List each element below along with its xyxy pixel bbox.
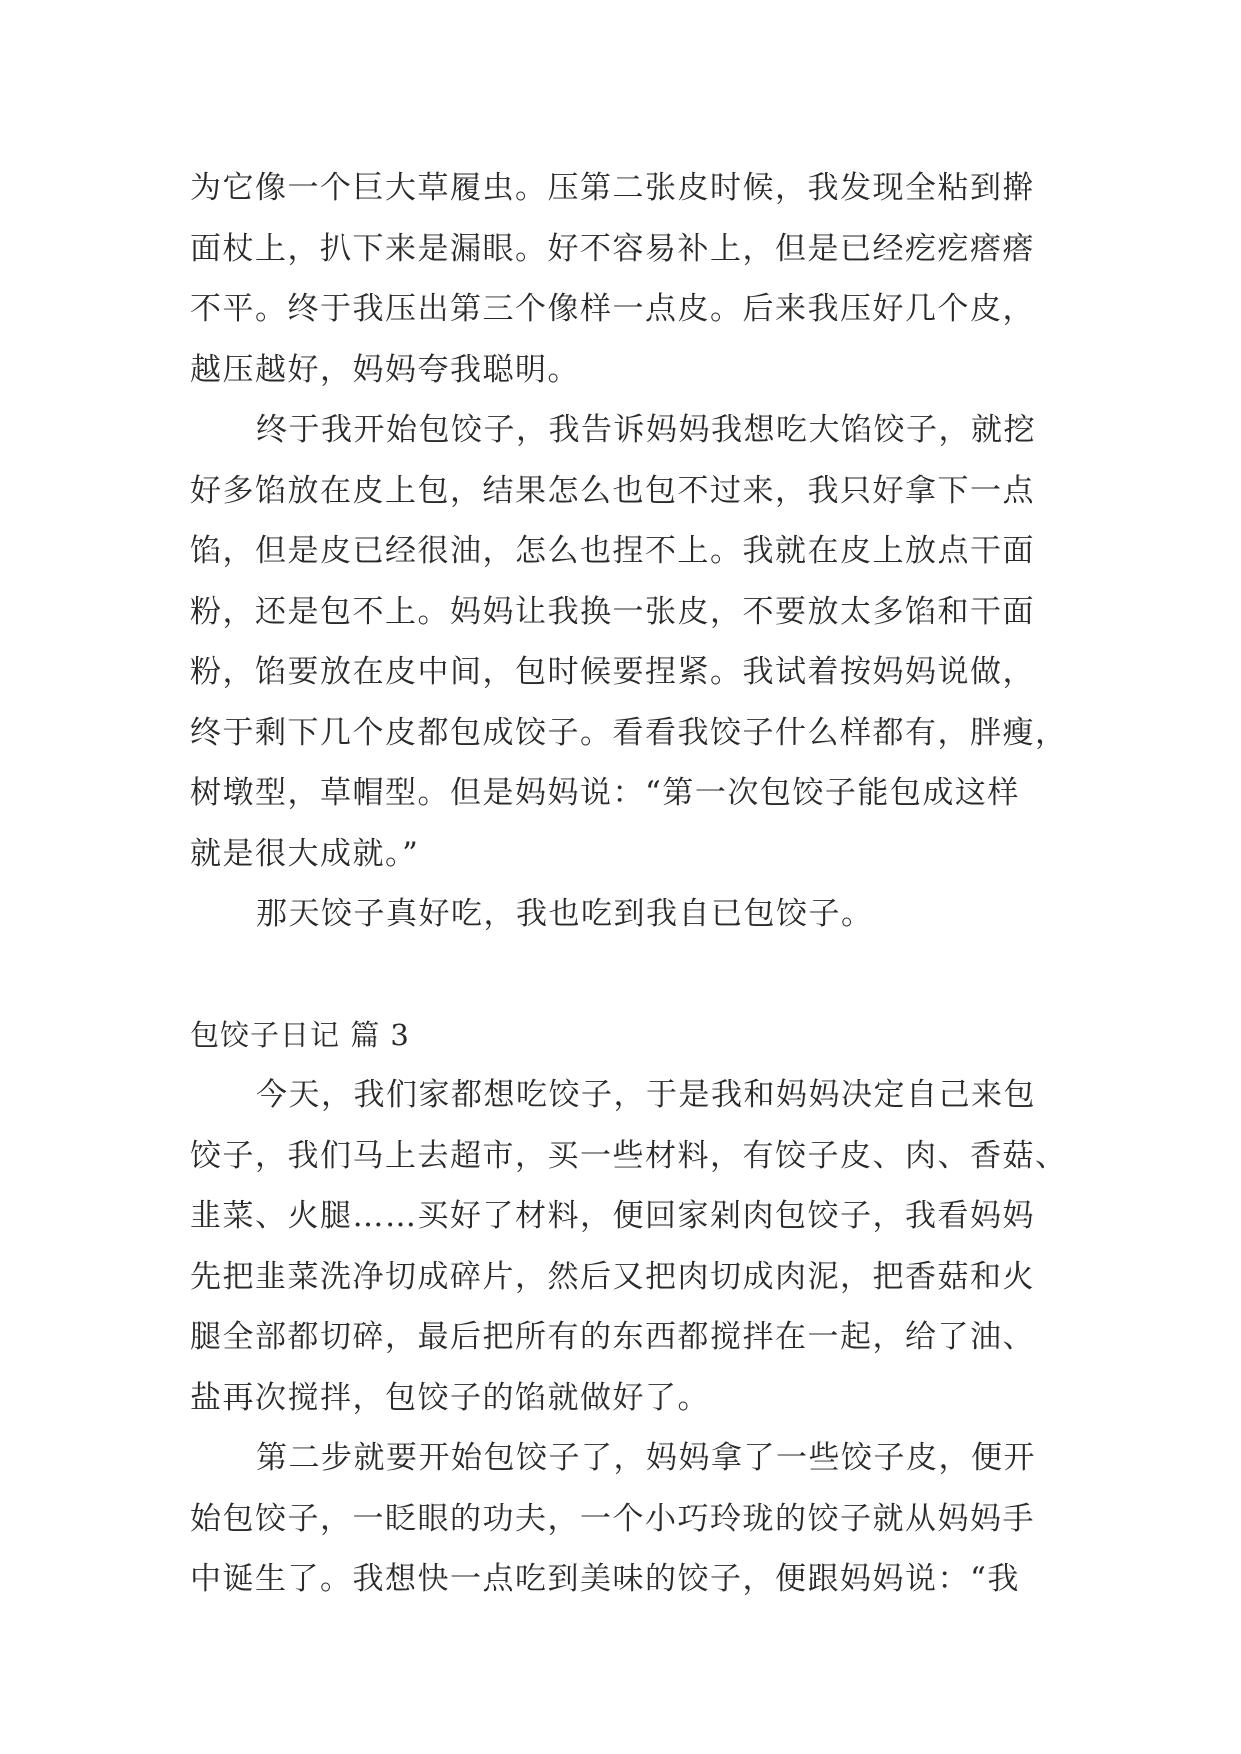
paragraph-4 xyxy=(190,1065,1070,1428)
text-line: 终于我开始包饺子，我告诉妈妈我想吃大馅饺子，就挖 xyxy=(256,412,1036,448)
text-line: 粉，还是包不上。妈妈让我换一张皮，不要放太多馅和干面 xyxy=(190,593,1035,630)
section-heading: 包饺子日记 篇 3 xyxy=(190,1017,410,1052)
text-line: 第二步就要开始包饺子了，妈妈拿了一些饺子皮，便开 xyxy=(256,1440,1036,1476)
text-line: 盐再次搅拌，包饺子的馅就做好了。 xyxy=(190,1379,710,1416)
paragraph-1 xyxy=(190,158,1070,400)
text-line: 腿全部都切碎，最后把所有的东西都搅拌在一起，给了油、 xyxy=(190,1319,1035,1355)
text-line: 为它像一个巨大草履虫。压第二张皮时候，我发现全粘到擀 xyxy=(190,170,1035,206)
paragraph-3 xyxy=(190,884,1070,945)
text-line: 树墩型，草帽型。但是妈妈说：“第一次包饺子能包成这样 xyxy=(190,775,1020,811)
section-1 xyxy=(190,158,1070,945)
text-line: 就是很大成就。” xyxy=(190,835,420,872)
text-line: 先把韭菜洗净切成碎片，然后又把肉切成肉泥，把香菇和火 xyxy=(190,1258,1035,1295)
paragraph-2 xyxy=(190,400,1070,884)
document-page xyxy=(190,158,1070,1610)
text-line: 不平。终于我压出第三个像样一点皮。后来我压好几个皮， xyxy=(190,291,1035,327)
text-line: 面杖上，扒下来是漏眼。好不容易补上，但是已经疙疙瘩瘩 xyxy=(190,230,1035,267)
section-spacer xyxy=(190,945,1070,1005)
paragraph-5 xyxy=(190,1428,1070,1610)
text-line: 始包饺子，一眨眼的功夫，一个小巧玲珑的饺子就从妈妈手 xyxy=(190,1500,1035,1537)
text-line: 粉，馅要放在皮中间，包时候要捏紧。我试着按妈妈说做， xyxy=(190,654,1035,690)
text-line: 馅，但是皮已经很油，怎么也捏不上。我就在皮上放点干面 xyxy=(190,533,1035,569)
section-2 xyxy=(190,1005,1070,1610)
text-line: 越压越好，妈妈夸我聪明。 xyxy=(190,351,580,388)
text-line: 那天饺子真好吃，我也吃到我自已包饺子。 xyxy=(256,896,874,932)
text-line: 韭菜、火腿……买好了材料，便回家剁肉包饺子，我看妈妈 xyxy=(190,1198,1035,1234)
text-line: 终于剩下几个皮都包成饺子。看看我饺子什么样都有，胖瘦， xyxy=(190,714,1068,751)
text-line: 饺子，我们马上去超市，买一些材料，有饺子皮、肉、香菇、 xyxy=(190,1137,1068,1174)
text-line: 今天，我们家都想吃饺子，于是我和妈妈决定自己来包 xyxy=(256,1077,1036,1113)
text-line: 好多馅放在皮上包，结果怎么也包不过来，我只好拿下一点 xyxy=(190,472,1035,509)
text-line: 中诞生了。我想快一点吃到美味的饺子，便跟妈妈说：“我 xyxy=(190,1561,1020,1597)
